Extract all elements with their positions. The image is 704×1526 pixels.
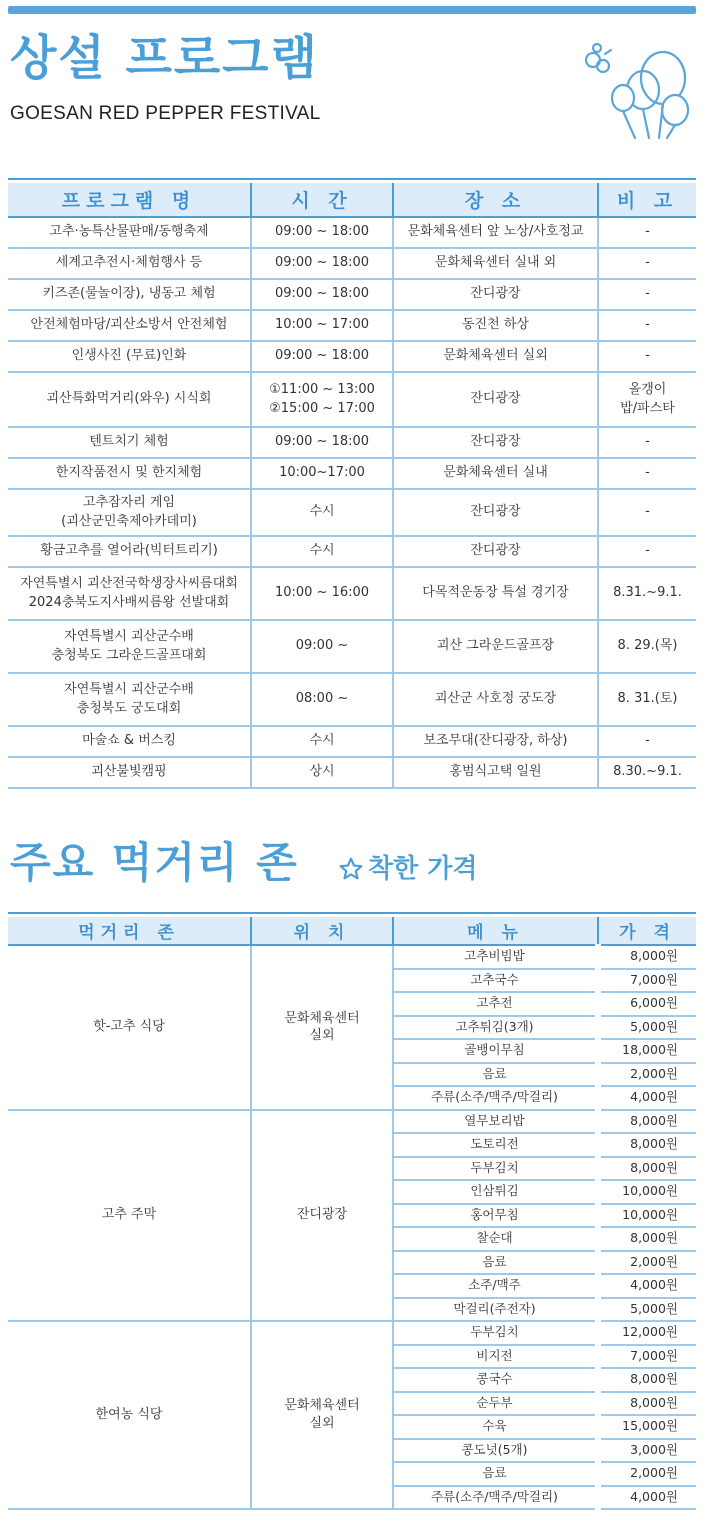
header-time: 시 간 [251, 183, 393, 217]
program-place-cell: 잔디광장 [393, 372, 598, 427]
program-place-cell: 잔디광장 [393, 427, 598, 458]
menu-item: 수육 [393, 1415, 598, 1439]
program-place-cell: 문화체육센터 실내 [393, 458, 598, 489]
program-place-cell: 문화체육센터 앞 노상/사호정교 [393, 217, 598, 248]
program-time-cell: 09:00 ~ 18:00 [251, 427, 393, 458]
menu-item: 찰순대 [393, 1227, 598, 1251]
program-name-cell: 자연특별시 괴산전국학생장사씨름대회 2024충북도지사배씨름왕 선발대회 [8, 567, 251, 620]
program-time-cell: 09:00 ~ 18:00 [251, 341, 393, 372]
program-name-cell: 인생사진 (무료)인화 [8, 341, 251, 372]
program-section-title: 상설 프로그램 [10, 30, 319, 86]
menu-price: 18,000원 [598, 1039, 696, 1063]
program-name-cell: 마술쇼 & 버스킹 [8, 726, 251, 757]
menu-price: 8,000원 [598, 1227, 696, 1251]
program-place-cell: 동진천 하상 [393, 310, 598, 341]
program-table [8, 183, 696, 789]
food-zone-name: 핫-고추 식당 [8, 945, 251, 1110]
program-row [8, 372, 696, 427]
menu-item: 막걸리(주전자) [393, 1298, 598, 1322]
program-row [8, 620, 696, 673]
program-place-cell: 문화체육센터 실외 [393, 341, 598, 372]
program-name-cell: 괴산불빛캠핑 [8, 757, 251, 788]
menu-price: 8,000원 [598, 1110, 696, 1134]
menu-price: 10,000원 [598, 1180, 696, 1204]
menu-item: 주류(소주/맥주/막걸리) [393, 1086, 598, 1110]
top-accent-bar [8, 6, 696, 14]
program-name-cell: 자연특별시 괴산군수배 충청북도 그라운드골프대회 [8, 620, 251, 673]
menu-price: 7,000원 [598, 1345, 696, 1369]
program-time-cell: 수시 [251, 726, 393, 757]
menu-price: 10,000원 [598, 1204, 696, 1228]
program-row [8, 279, 696, 310]
program-row [8, 489, 696, 536]
program-time-cell: 10:00 ~ 16:00 [251, 567, 393, 620]
menu-item: 비지전 [393, 1345, 598, 1369]
menu-item: 콩도넛(5개) [393, 1439, 598, 1463]
menu-item: 열무보리밥 [393, 1110, 598, 1134]
food-table-header [8, 917, 696, 945]
menu-price: 8,000원 [598, 1157, 696, 1181]
menu-item: 고추국수 [393, 969, 598, 993]
header-food-zone: 먹거리 존 [8, 917, 251, 945]
program-time-cell: 08:00 ~ [251, 673, 393, 726]
program-name-cell: 괴산특화먹거리(와우) 시식회 [8, 372, 251, 427]
header-program-name: 프로그램 명 [8, 183, 251, 217]
menu-price: 8,000원 [598, 1133, 696, 1157]
header-note: 비 고 [598, 183, 696, 217]
program-time-cell: 수시 [251, 489, 393, 536]
menu-price: 2,000원 [598, 1251, 696, 1275]
program-name-cell: 고추·농특산물판매/동행축제 [8, 217, 251, 248]
program-note-cell: - [598, 341, 696, 372]
program-place-cell: 홍범식고택 일원 [393, 757, 598, 788]
food-zone-location: 문화체육센터 실외 [251, 945, 393, 1110]
menu-price: 3,000원 [598, 1439, 696, 1463]
program-name-cell: 자연특별시 괴산군수배 충청북도 궁도대회 [8, 673, 251, 726]
menu-price: 8,000원 [598, 1392, 696, 1416]
program-note-cell: - [598, 279, 696, 310]
program-note-cell: - [598, 726, 696, 757]
program-row [8, 536, 696, 567]
program-name-cell: 한지작품전시 및 한지체험 [8, 458, 251, 489]
program-note-cell: - [598, 217, 696, 248]
program-note-cell: 8. 29.(목) [598, 620, 696, 673]
star-outline-icon [338, 856, 364, 882]
food-zone-name: 한여농 식당 [8, 1321, 251, 1509]
program-place-cell: 잔디광장 [393, 536, 598, 567]
menu-item: 주류(소주/맥주/막걸리) [393, 1486, 598, 1510]
balloons-icon [575, 40, 695, 140]
menu-item: 콩국수 [393, 1368, 598, 1392]
program-time-cell: 10:00 ~ 17:00 [251, 310, 393, 341]
program-note-cell: - [598, 489, 696, 536]
fair-price-label: 착한 가격 [368, 854, 478, 884]
program-row [8, 341, 696, 372]
fair-price-badge [338, 856, 478, 882]
program-place-cell: 문화체육센터 실내 외 [393, 248, 598, 279]
menu-item: 두부김치 [393, 1157, 598, 1181]
program-time-cell: 상시 [251, 757, 393, 788]
menu-item: 도토리전 [393, 1133, 598, 1157]
menu-item: 음료 [393, 1063, 598, 1087]
program-place-cell: 잔디광장 [393, 489, 598, 536]
food-zone-name: 고추 주막 [8, 1110, 251, 1322]
menu-item: 음료 [393, 1251, 598, 1275]
menu-price: 2,000원 [598, 1462, 696, 1486]
menu-price: 6,000원 [598, 992, 696, 1016]
menu-item: 골뱅이무침 [393, 1039, 598, 1063]
menu-price: 12,000원 [598, 1321, 696, 1345]
menu-price: 5,000원 [598, 1016, 696, 1040]
food-divider [8, 912, 696, 914]
program-name-cell: 안전체험마당/괴산소방서 안전체험 [8, 310, 251, 341]
menu-price: 8,000원 [598, 1368, 696, 1392]
program-name-cell: 텐트치기 체험 [8, 427, 251, 458]
food-zone-location: 문화체육센터 실외 [251, 1321, 393, 1509]
program-time-cell: 수시 [251, 536, 393, 567]
menu-price: 4,000원 [598, 1086, 696, 1110]
program-place-cell: 잔디광장 [393, 279, 598, 310]
food-zone-location: 잔디광장 [251, 1110, 393, 1322]
program-row [8, 310, 696, 341]
program-row [8, 427, 696, 458]
menu-price: 15,000원 [598, 1415, 696, 1439]
food-section-title: 주요 먹거리 존 [10, 838, 299, 887]
program-note-cell: 8. 31.(토) [598, 673, 696, 726]
program-name-cell: 세계고추전시·체험행사 등 [8, 248, 251, 279]
program-time-cell: 09:00 ~ 18:00 [251, 279, 393, 310]
food-row [8, 1321, 696, 1345]
program-row [8, 726, 696, 757]
program-name-cell: 고추잠자리 게임 (괴산군민축제아카데미) [8, 489, 251, 536]
program-note-cell: - [598, 536, 696, 567]
food-row [8, 945, 696, 969]
program-row [8, 673, 696, 726]
header-price: 가 격 [598, 917, 696, 945]
menu-price: 2,000원 [598, 1063, 696, 1087]
header-place: 장 소 [393, 183, 598, 217]
menu-price: 5,000원 [598, 1298, 696, 1322]
program-time-cell: 09:00 ~ 18:00 [251, 217, 393, 248]
menu-item: 홍어무침 [393, 1204, 598, 1228]
menu-item: 두부김치 [393, 1321, 598, 1345]
program-time-cell: ①11:00 ~ 13:00 ②15:00 ~ 17:00 [251, 372, 393, 427]
program-note-cell: - [598, 427, 696, 458]
program-row [8, 458, 696, 489]
program-time-cell: 09:00 ~ [251, 620, 393, 673]
food-table [8, 917, 696, 1510]
menu-item: 고추튀김(3개) [393, 1016, 598, 1040]
program-row [8, 248, 696, 279]
program-row [8, 757, 696, 788]
program-time-cell: 10:00~17:00 [251, 458, 393, 489]
menu-item: 고추전 [393, 992, 598, 1016]
header-menu: 메 뉴 [393, 917, 598, 945]
header-location: 위 치 [251, 917, 393, 945]
program-name-cell: 황금고추를 열어라(빅터트리기) [8, 536, 251, 567]
program-note-cell: - [598, 248, 696, 279]
program-place-cell: 다목적운동장 특설 경기장 [393, 567, 598, 620]
program-place-cell: 괴산 그라운드골프장 [393, 620, 598, 673]
menu-price: 4,000원 [598, 1486, 696, 1510]
menu-item: 소주/맥주 [393, 1274, 598, 1298]
menu-price: 7,000원 [598, 969, 696, 993]
menu-item: 인삼튀김 [393, 1180, 598, 1204]
program-place-cell: 보조무대(잔디광장, 하상) [393, 726, 598, 757]
program-table-header [8, 183, 696, 217]
menu-item: 순두부 [393, 1392, 598, 1416]
program-row [8, 567, 696, 620]
program-note-cell: 8.31.~9.1. [598, 567, 696, 620]
menu-price: 8,000원 [598, 945, 696, 969]
menu-price: 4,000원 [598, 1274, 696, 1298]
header-divider [8, 178, 696, 180]
program-name-cell: 키즈존(물놀이장), 냉동고 체험 [8, 279, 251, 310]
program-note-cell: - [598, 458, 696, 489]
menu-item: 고추비빔밥 [393, 945, 598, 969]
program-row [8, 217, 696, 248]
festival-subtitle: GOESAN RED PEPPER FESTIVAL [10, 103, 321, 124]
food-row [8, 1110, 696, 1134]
program-place-cell: 괴산군 사호정 궁도장 [393, 673, 598, 726]
program-time-cell: 09:00 ~ 18:00 [251, 248, 393, 279]
program-note-cell: - [598, 310, 696, 341]
program-note-cell: 올갱이 밥/파스타 [598, 372, 696, 427]
menu-item: 음료 [393, 1462, 598, 1486]
program-note-cell: 8.30.~9.1. [598, 757, 696, 788]
